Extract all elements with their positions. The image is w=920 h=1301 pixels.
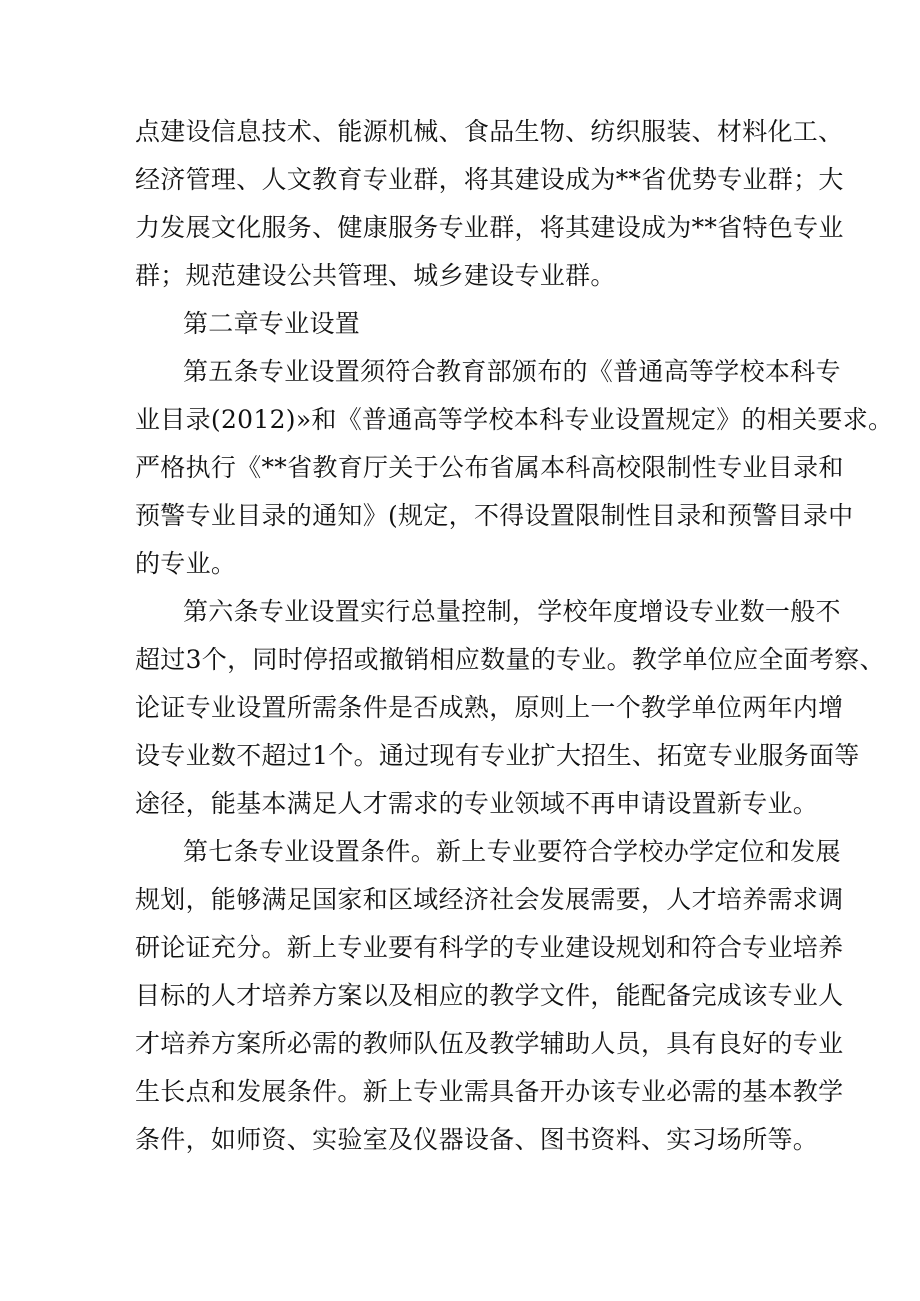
text-line: 力发展文化服务、健康服务专业群，将其建设成为**省特色专业 bbox=[135, 213, 844, 242]
text-line: 经济管理、人文教育专业群，将其建设成为**省优势专业群；大 bbox=[135, 165, 844, 194]
text-line: 途径，能基本满足人才需求的专业领域不再申请设置新专业。 bbox=[135, 789, 819, 818]
paragraph-start: 第七条专业设置条件。新上专业要符合学校办学定位和发展 bbox=[183, 837, 841, 866]
text-line: 超过3个，同时停招或撤销相应数量的专业。教学单位应全面考察、 bbox=[135, 645, 885, 674]
text-line: 规划，能够满足国家和区域经济社会发展需要，人才培养需求调 bbox=[135, 885, 844, 914]
text-line: 设专业数不超过1个。通过现有专业扩大招生、拓宽专业服务面等 bbox=[135, 741, 860, 770]
text-line: 研论证充分。新上专业要有科学的专业建设规划和符合专业培养 bbox=[135, 933, 844, 962]
text-line: 业目录(2012)»和《普通高等学校本科专业设置规定》的相关要求。 bbox=[135, 405, 894, 434]
text-line: 生长点和发展条件。新上专业需具备开办该专业必需的基本教学 bbox=[135, 1077, 844, 1106]
text-line: 才培养方案所必需的教师队伍及教学辅助人员，具有良好的专业 bbox=[135, 1029, 844, 1058]
paragraph-start: 第五条专业设置须符合教育部颁布的《普通高等学校本科专 bbox=[183, 357, 841, 386]
text-line: 目标的人才培养方案以及相应的教学文件，能配备完成该专业人 bbox=[135, 981, 844, 1010]
text-line: 群；规范建设公共管理、城乡建设专业群。 bbox=[135, 261, 616, 290]
text-line: 的专业。 bbox=[135, 549, 237, 578]
text-line: 预警专业目录的通知》(规定，不得设置限制性目录和预警目录中 bbox=[135, 501, 854, 530]
chapter-heading: 第二章专业设置 bbox=[183, 309, 361, 338]
text-line: 点建设信息技术、能源机械、食品生物、纺织服装、材料化工、 bbox=[135, 117, 844, 146]
text-line: 条件，如师资、实验室及仪器设备、图书资料、实习场所等。 bbox=[135, 1125, 819, 1154]
text-line: 严格执行《**省教育厅关于公布省属本科高校限制性专业目录和 bbox=[135, 453, 844, 482]
text-line: 论证专业设置所需条件是否成熟，原则上一个教学单位两年内增 bbox=[135, 693, 844, 722]
paragraph-start: 第六条专业设置实行总量控制，学校年度增设专业数一般不 bbox=[183, 597, 841, 626]
